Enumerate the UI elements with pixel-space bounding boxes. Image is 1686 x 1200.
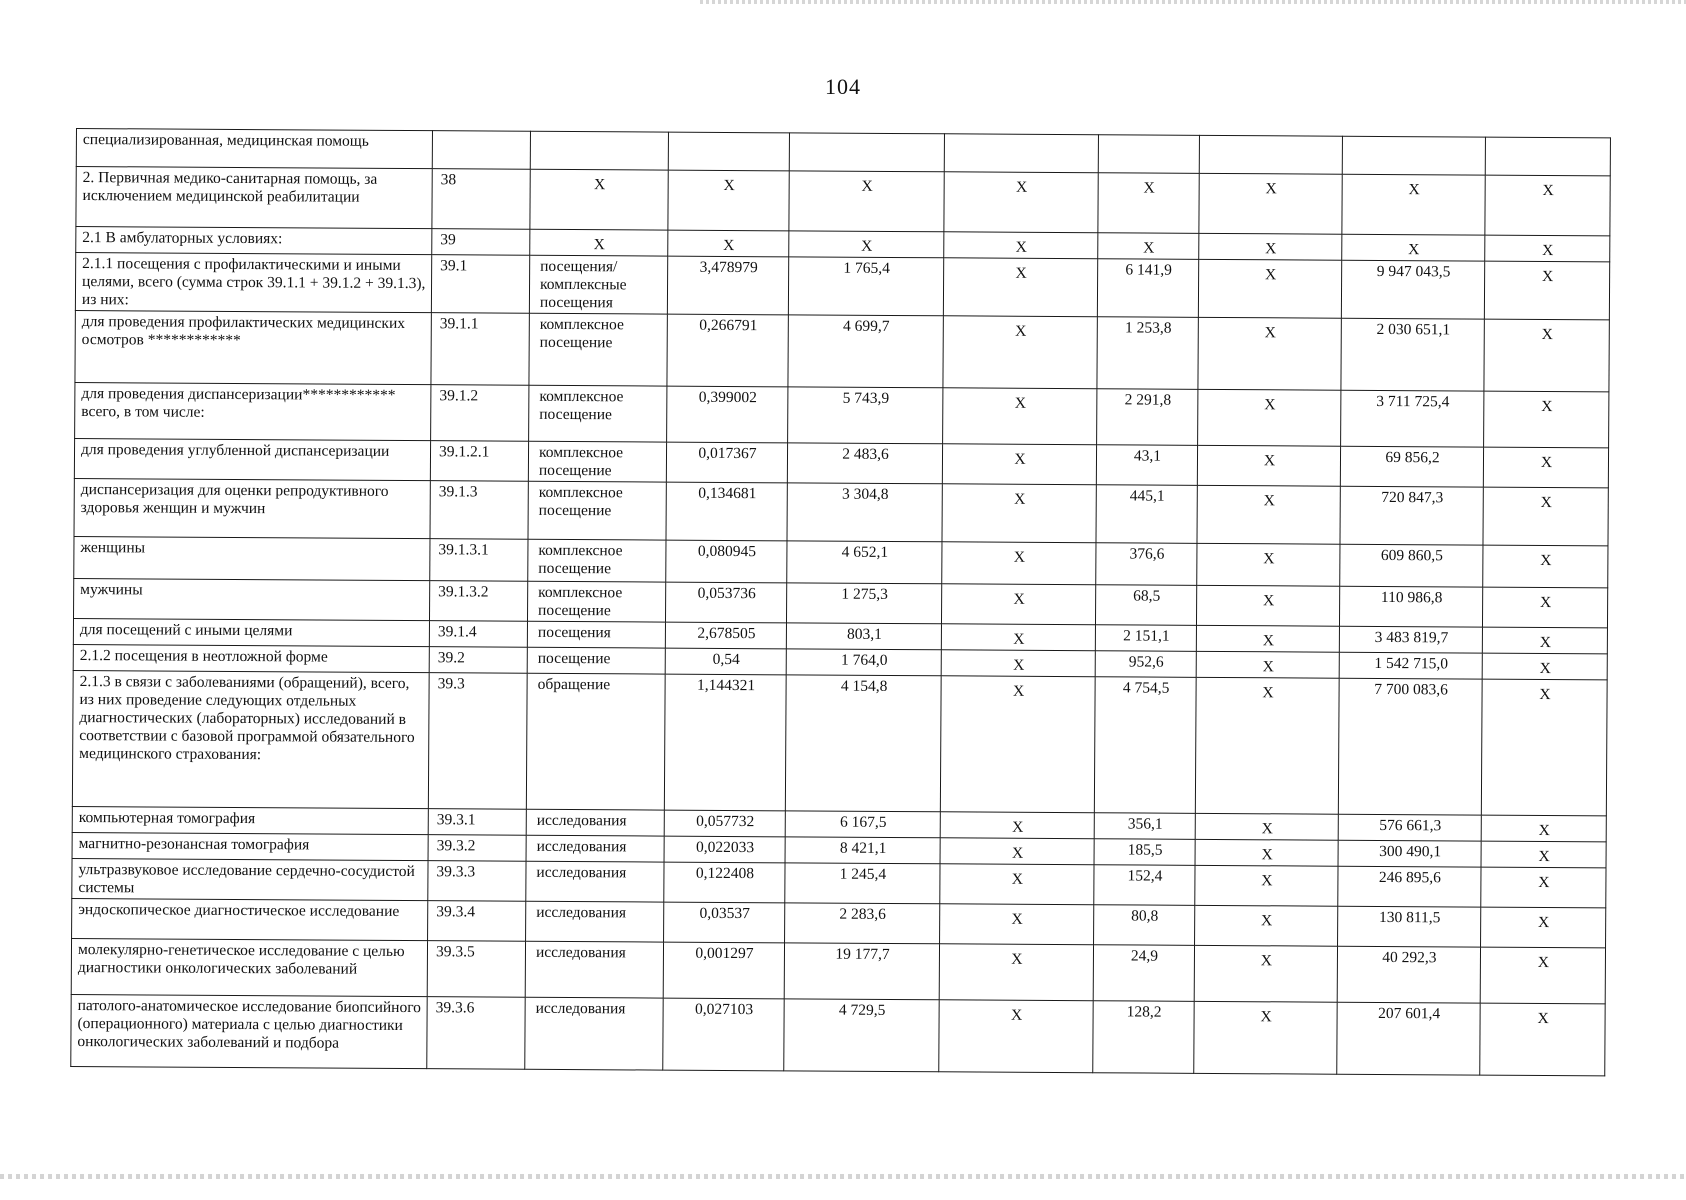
scan-edge-top [700,0,1686,4]
table-cell: посещения/комплексные посещения [529,255,667,314]
table-cell: X [944,172,1098,233]
row-label-cell: ультразвуковое исследование сердечно-сосудистой системы [72,858,428,900]
table-cell: X [1195,677,1339,814]
table-cell: 720 847,3 [1340,486,1483,545]
table-cell: комплексное посещение [528,481,666,540]
table-cell: 128,2 [1093,1001,1194,1074]
row-code-cell: 39.1.3 [430,481,528,540]
table-cell: 19 177,7 [784,943,939,1000]
table-cell: 7 700 083,6 [1338,678,1482,815]
table-cell: 2,678505 [665,622,786,649]
table-cell: 576 661,3 [1338,814,1481,841]
table-row [75,382,1609,447]
row-code-cell: 39.1.2.1 [430,441,528,482]
row-label-cell: 2.1.3 в связи с заболеваниями (обращений), всего, из них проведение следующих отдельных диагностических (лабораторных) исследований в соответствии с базовой программой обязательного медицинского страхования: [72,670,429,808]
table-cell: 1 764,0 [786,649,941,676]
table-cell: X [1481,679,1607,816]
table-cell: 3,478979 [667,256,788,315]
table-cell: 6 141,9 [1097,259,1198,318]
table-cell: 8 421,1 [785,837,940,864]
table-cell: X [940,904,1094,945]
table-cell: X [943,388,1097,445]
table-cell [1098,135,1199,174]
table-cell [944,134,1098,173]
table-cell: 609 860,5 [1340,544,1483,587]
table-cell: комплексное посещение [527,581,665,622]
table-body [71,129,1611,1076]
table-cell: X [940,676,1095,813]
row-code-cell: 39.3.1 [428,809,526,836]
page-number: 104 [825,74,861,99]
table-cell: 110 986,8 [1339,586,1482,627]
table-row [72,670,1607,815]
row-label-cell: 2.1 В амбулаторных условиях: [76,227,432,255]
row-label-cell: 2.1.2 посещения в неотложной форме [73,644,429,672]
table-cell: 152,4 [1094,865,1195,906]
table-cell: 445,1 [1096,485,1197,544]
row-code-cell: 39.3.6 [427,997,525,1070]
table-cell: 207 601,4 [1337,1002,1480,1075]
table-cell: 0,122408 [664,862,785,903]
row-label-cell: компьютерная томография [72,806,428,834]
table-cell: исследования [525,941,663,998]
row-code-cell: 39.1.4 [429,621,527,648]
table-cell: X [942,444,1096,485]
scan-edge-bottom [0,1174,1686,1179]
table-cell: X [1194,1001,1337,1074]
table-cell: X [944,232,1098,259]
row-label-cell: специализированная, медицинская помощь [76,129,432,169]
table-cell: 9 947 043,5 [1341,260,1484,319]
table-cell: X [1197,543,1340,586]
table-cell: 80,8 [1094,905,1195,946]
table-cell: исследования [526,835,664,862]
row-label-cell: для проведения диспансеризации************ всего, в том числе: [75,382,431,440]
table-cell [530,131,668,170]
table-cell: 68,5 [1095,585,1196,626]
row-code-cell: 39.2 [429,647,527,674]
table-cell: X [939,1000,1093,1073]
table-cell: исследования [526,861,664,902]
row-label-cell: молекулярно-генетическое исследование с целью диагностики онкологических заболеваний [71,938,427,996]
row-code-cell: 39.1.1 [431,313,529,386]
table-cell [1485,137,1610,176]
table-cell: 24,9 [1093,945,1194,1002]
table-cell: 3 711 725,4 [1341,390,1484,447]
row-code-cell: 39.3.5 [427,941,525,998]
table-cell [668,132,789,171]
table-cell: 0,080945 [666,540,787,583]
table-cell: 1 765,4 [788,257,943,316]
table-cell: X [1198,389,1341,446]
table-cell: 246 895,6 [1338,866,1481,907]
table-cell: комплексное посещение [528,539,666,582]
row-label-cell: для проведения профилактических медицинских осмотров ************ [75,310,431,384]
table-cell: X [530,169,668,230]
table-cell: 0,017367 [666,442,787,483]
row-code-cell: 39.1.2 [431,385,529,442]
table-cell: X [1484,261,1609,320]
table-cell: X [1098,233,1199,260]
table-cell: X [1482,587,1607,628]
table-cell: X [940,838,1094,865]
table-cell: 69 856,2 [1340,446,1483,487]
table-cell: X [668,170,789,231]
row-code-cell: 39.3 [428,673,527,810]
table-cell: X [1480,1003,1605,1076]
row-code-cell: 39.3.4 [428,901,526,942]
table-cell [1342,136,1485,175]
table-cell: исследования [526,809,664,836]
table-cell: посещение [527,647,665,674]
row-code-cell: 39.1.3.1 [430,539,528,582]
row-label-cell: 2. Первичная медико-санитарная помощь, за исключением медицинской реабилитации [76,167,432,229]
table-cell: комплексное посещение [529,313,667,386]
table-cell: X [1195,905,1338,946]
table-cell: 376,6 [1096,543,1197,586]
table-row [76,167,1610,236]
table-cell: 0,54 [665,648,786,675]
table-cell: X [1483,447,1608,488]
table-cell: X [1197,445,1340,486]
table-cell: X [943,258,1097,317]
table-cell: 952,6 [1095,651,1196,678]
table-cell: X [1196,585,1339,626]
row-code-cell: 39.3.3 [428,861,526,902]
table-cell: 2 291,8 [1097,389,1198,446]
table-cell: X [1197,485,1340,544]
table-cell: 5 743,9 [788,387,943,444]
table-cell: X [1194,945,1337,1002]
row-code-cell: 39.1 [431,255,529,314]
table-cell: X [1481,815,1606,842]
row-label-cell: 2.1.1 посещения с профилактическими и иными целями, всего (сумма строк 39.1.1 + 39.1.2 + 39.1.3), из них: [75,253,431,313]
table-cell: 130 811,5 [1338,906,1481,947]
table-cell: 1,144321 [664,674,786,811]
table-cell: 2 151,1 [1095,625,1196,652]
table-cell: X [1482,627,1607,654]
table-cell: X [1342,234,1485,261]
row-code-cell: 39.1.3.2 [429,581,527,622]
data-table [70,128,1611,1076]
table-cell: X [939,944,1093,1001]
table-cell: посещения [527,621,665,648]
table-cell: 6 167,5 [785,811,940,838]
table-cell: обращение [526,673,665,810]
table-cell: 1 275,3 [786,583,941,624]
table-cell: X [1482,653,1607,680]
table-cell: 4 699,7 [788,315,943,388]
table-cell: 2 030 651,1 [1341,318,1484,391]
row-code-cell: 39 [432,229,530,256]
table-cell: X [1195,865,1338,906]
table-cell: 4 154,8 [785,675,941,812]
table-cell: 0,134681 [666,482,787,541]
table-cell: X [1481,907,1606,948]
table-cell: исследования [526,901,664,942]
table-cell: X [1196,625,1339,652]
table-cell: X [1342,174,1485,235]
table-cell: X [789,231,944,258]
row-code-cell: 38 [432,169,530,230]
row-label-cell: женщины [74,536,430,580]
row-label-cell: мужчины [74,578,430,620]
table-cell: 0,399002 [667,386,788,443]
table-cell: 1 245,4 [785,863,940,904]
table-cell: X [530,229,668,256]
table-cell: 1 542 715,0 [1339,652,1482,679]
row-label-cell: для посещений с иными целями [73,618,429,646]
table-cell: X [1098,173,1199,234]
row-code-cell: 39.3.2 [428,835,526,862]
table-cell: комплексное посещение [528,441,666,482]
table-cell: X [1195,813,1338,840]
table-cell: X [668,230,789,257]
table-row [71,994,1605,1075]
table-cell: X [941,584,1095,625]
table-cell: 4 729,5 [784,999,939,1072]
table-cell: 0,027103 [663,998,784,1071]
table-cell [789,133,944,172]
table-cell: 0,022033 [664,836,785,863]
table-cell: комплексное посещение [529,385,667,442]
table-cell: 4 652,1 [787,541,942,584]
table-cell: X [943,316,1097,389]
row-label-cell: эндоскопическое диагностическое исследование [72,898,428,940]
table-cell: X [941,650,1095,677]
table-cell: X [1199,233,1342,260]
table-cell: X [1485,175,1610,236]
row-code-cell [432,131,530,170]
table-cell [1199,135,1342,174]
table-cell: 185,5 [1094,839,1195,866]
table-cell: X [1485,235,1610,262]
table-cell: X [1481,867,1606,908]
table-cell: X [942,542,1096,585]
table-cell: X [789,171,944,232]
table-cell: 0,053736 [665,582,786,623]
table-cell: 1 253,8 [1097,317,1198,390]
table-cell: 0,001297 [663,942,784,999]
table-row [75,310,1609,391]
table-cell: 43,1 [1096,445,1197,486]
table-cell: X [1196,651,1339,678]
table-cell: X [1199,173,1342,234]
row-label-cell: для проведения углубленной диспансеризации [74,438,430,480]
table-cell: X [1483,545,1608,588]
table-cell: 0,266791 [667,314,788,387]
table-cell: 2 483,6 [787,443,942,484]
table-row [71,938,1605,1003]
table-cell: X [1484,391,1609,448]
table-cell: 40 292,3 [1337,946,1480,1003]
table-cell: 3 304,8 [787,483,942,542]
table-cell: X [942,484,1096,543]
table-cell: 0,03537 [664,902,785,943]
table-cell: 356,1 [1094,813,1195,840]
table-cell: X [1484,319,1609,392]
table-cell: 0,057732 [664,810,785,837]
table-cell: X [1480,947,1605,1004]
table-row [75,253,1609,320]
table-cell: 4 754,5 [1094,677,1196,814]
row-label-cell: диспансеризация для оценки репродуктивного здоровья женщин и мужчин [74,478,430,538]
table-cell: X [941,624,1095,651]
table-cell: X [940,812,1094,839]
table-cell: X [1483,487,1608,546]
table-cell: 300 490,1 [1338,840,1481,867]
table-cell: X [940,864,1094,905]
row-label-cell: патолого-анатомическое исследование биопсийного (операционного) материала с целью диагностики онкологических заболеваний и подбора [71,994,427,1068]
table-cell: исследования [525,997,663,1070]
table-cell: X [1195,839,1338,866]
document-sheet [70,128,1610,1076]
table-cell: X [1481,841,1606,868]
table-cell: X [1198,317,1341,390]
table-cell: 2 283,6 [785,903,940,944]
table-cell: 3 483 819,7 [1339,626,1482,653]
table-row [74,478,1608,545]
table-cell: 803,1 [786,623,941,650]
table-cell: X [1198,259,1341,318]
row-label-cell: магнитно-резонансная томография [72,832,428,860]
